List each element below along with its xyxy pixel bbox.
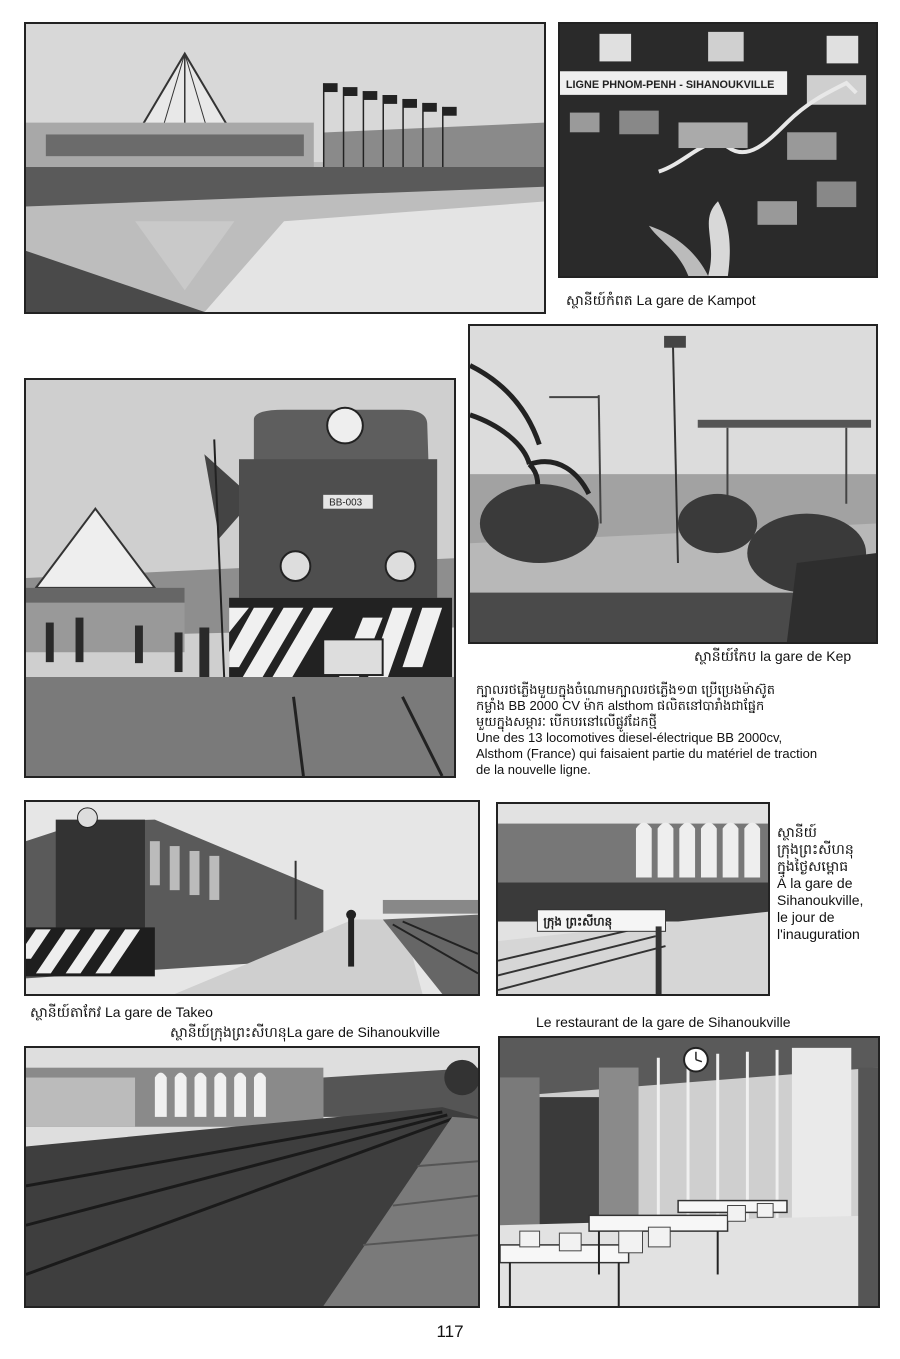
kampot-caption-fr: La gare de Kampot [636,292,756,308]
inauguration-caption-km-1: ស្ថានីយ៍ [777,824,817,840]
sihanoukville-platform-photo [24,1046,480,1308]
kampot-caption-km: ស្ថានីយ៍កំពត [566,292,633,308]
sihanoukville-caption-km: ស្ថានីយ៍ក្រុងព្រះសីហនុ [170,1024,287,1040]
map-board-sign: LIGNE PHNOM-PENH - SIHANOUKVILLE [565,78,775,91]
sihanoukville-caption [170,1024,440,1041]
takeo-train-photo [24,800,480,996]
inauguration-caption-fr-1: À la gare de [777,875,853,891]
locomotive-caption-km-3: មួយក្នុងសម្ភារៈ បើកបរនៅលើផ្លូវដែកថ្មី [476,714,657,729]
kep-station-garden-photo [468,324,878,644]
inauguration-caption-fr-2: Sihanoukville, [777,892,864,908]
takeo-caption-fr: La gare de Takeo [104,1004,213,1020]
kampot-station-photo [24,22,546,314]
railway-map-board-photo [558,22,878,278]
page-number: 117 [436,1322,464,1341]
restaurant-caption-fr: Le restaurant de la gare de Sihanoukville [536,1014,791,1030]
inauguration-caption-fr-4: l'inauguration [777,926,860,942]
restaurant-photo [498,1036,880,1308]
inauguration-caption [777,824,887,943]
locomotive-bb-photo [24,378,456,778]
sihanoukville-inauguration-photo [496,802,770,996]
takeo-caption-km: ស្ថានីយ៍តាកែវ [30,1004,102,1020]
kep-caption-fr: la gare de Kep [760,648,852,664]
takeo-caption [30,1004,213,1021]
inauguration-caption-km-2: ក្រុងព្រះសីហនុ [777,841,854,857]
inauguration-caption-fr-3: le jour de [777,909,835,925]
locomotive-plate: BB-003 [329,497,363,509]
locomotive-caption-fr-2: Alsthom (France) qui faisaient partie du matériel de traction [476,746,818,761]
kampot-caption [566,292,756,309]
locomotive-caption-km-1: ក្បាលរថភ្លើងមួយក្នុងចំណោមក្បាលរថភ្លើង១៣ ប្រើប្រេងម៉ាស៊ូត [476,682,775,697]
locomotive-caption-km-2: កម្លាំង BB 2000 CV ម៉ាក alsthom ផលិតនៅបារាំងជាផ្នែក [476,698,765,713]
locomotive-caption-fr-1: Une des 13 locomotives diesel-électrique BB 2000cv, [476,730,783,745]
sihanoukville-caption-fr: La gare de Sihanoukville [286,1024,441,1040]
locomotive-caption [476,682,886,778]
inauguration-caption-km-3: ក្នុងថ្ងៃសម្ពោធ [777,858,849,874]
restaurant-caption [536,1014,791,1031]
kep-caption [694,648,851,665]
kep-caption-km: ស្ថានីយ៍កែប [694,648,757,664]
station-name-sign: ក្រុង ព្រះសីហនុ [543,914,613,929]
locomotive-caption-fr-3: de la nouvelle ligne. [476,762,591,777]
